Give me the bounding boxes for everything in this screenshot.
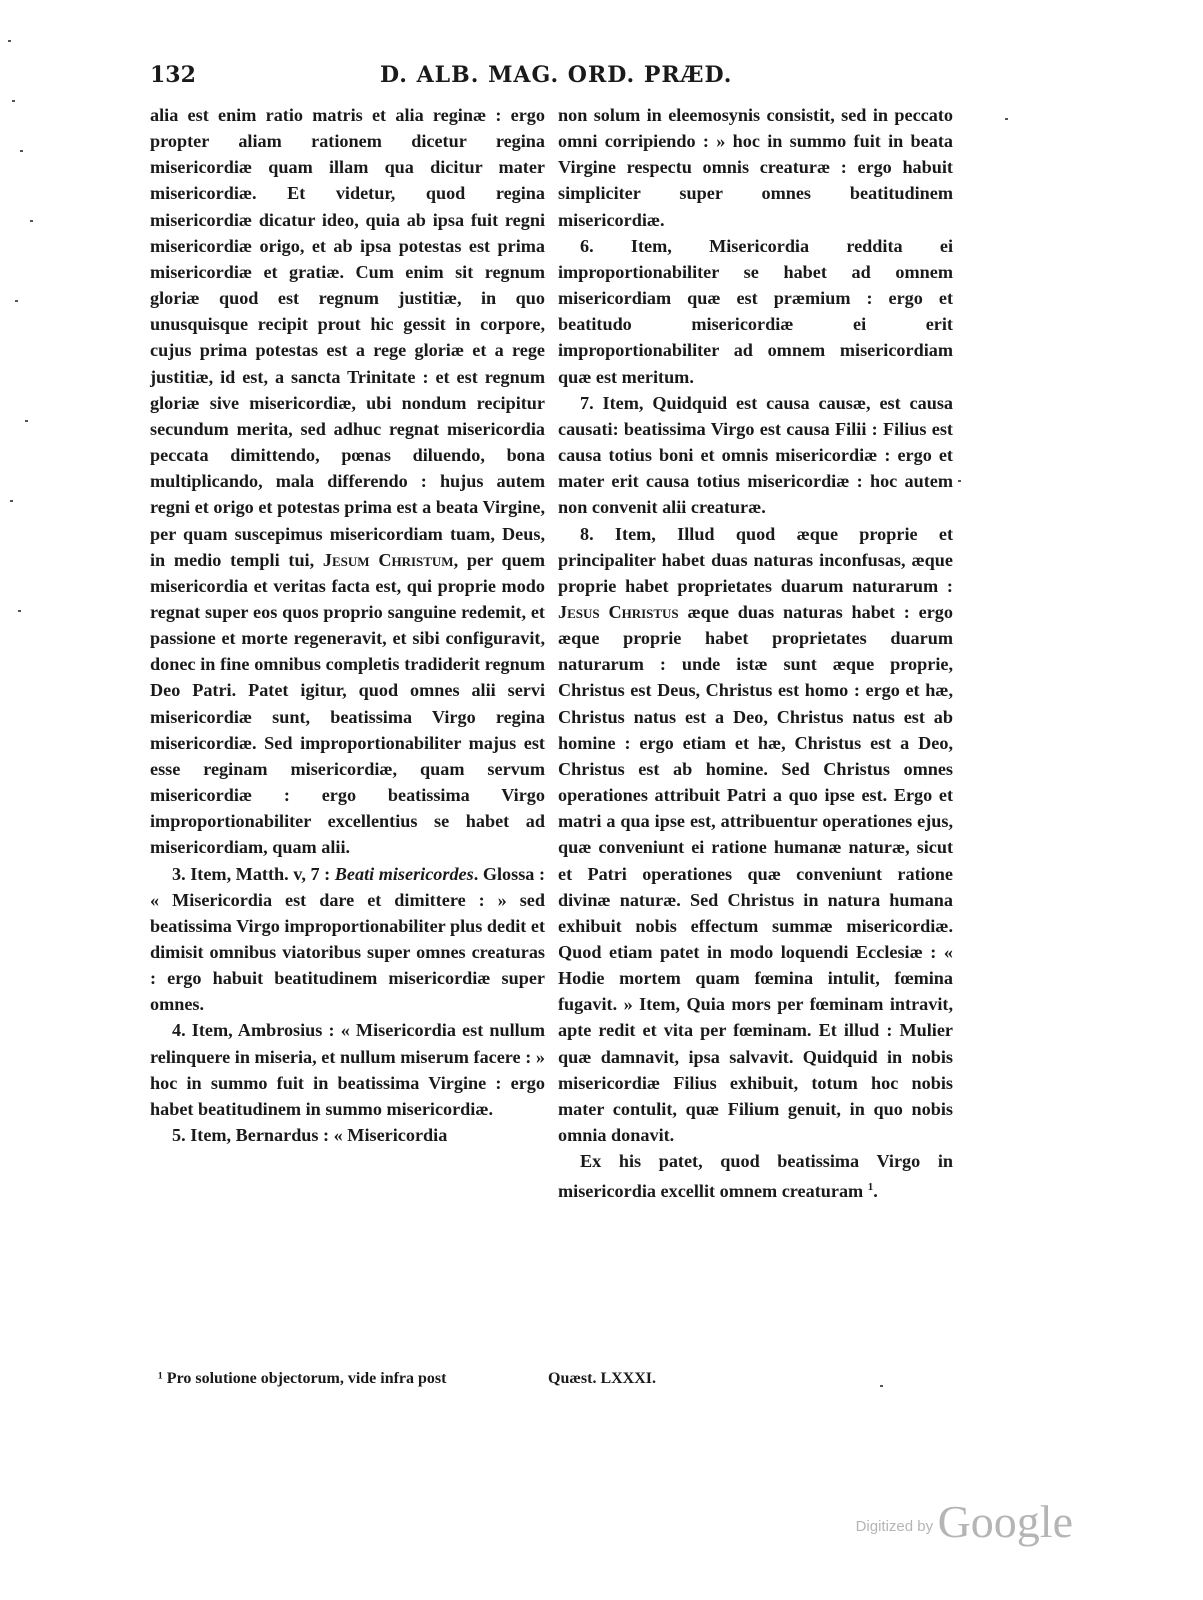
footnote-right: Quæst. LXXXI.: [548, 1370, 657, 1387]
paragraph-3: 3. Item, Matth. v, 7 : Beati misericordes. Glossa : « Misericordia est dare et dimittere : » sed beatissima Virgo improportionabiliter plus dedit et dimisit omnibus viatoribus super omnes creaturas : ergo habuit beatitudinem misericordiæ super omnes.: [150, 863, 545, 1015]
scan-speck: [25, 420, 28, 422]
left-column: [150, 102, 545, 1148]
scan-speck: [18, 610, 21, 612]
italic-quote: Beati misericordes: [334, 863, 474, 884]
footnote: [158, 1370, 938, 1388]
paragraph-8: 8. Item, Illud quod æque proprie et principaliter habet duas naturas inconfusas, æque proprie habet proprietates duarum naturarum : Jesus Christus æque duas naturas habet : ergo æque proprie habet proprietates duarum naturarum : unde istæ sunt æque proprie, Christus est Deus, Christus est homo : ergo et hæ, Christus natus est a Deo, Christus natus est ab homine : ergo etiam et hæ, Christus est a Deo, Christus est ab homine. Sed Christus omnes operationes attribuit Patri a quo ipse est. Ergo et matri a qua ipse est, attribuentur operationes ejus, quæ conveniunt ei ratione humanæ naturæ, sicut et Patri operationes quæ conveniunt ratione divinæ naturæ. Sed Christus in natura humana exhibuit nobis effectum summæ misericordiæ. Quod etiam patet in modo loquendi Ecclesiæ : « Hodie mortem quam fœmina intulit, fœmina fugavit. » Item, Quia mors per fœminam intravit, apte redit et vita per fœminam. Et illud : Mulier quæ damnavit, ipsa salvavit. Quidquid in nobis misericordiæ Filius exhibuit, totum hoc nobis mater contulit, quæ Filium genuit, in quo nobis omnia donavit.: [558, 523, 953, 1146]
paragraph-continued: alia est enim ratio matris et alia reginæ : ergo propter aliam rationem dicetur regina misericordiæ quam illam qua dicitur mater misericordiæ. Et videtur, quod regina misericordiæ dicatur ideo, quia ab ipsa fuit regni misericordiæ origo, et ab ipsa potestas est prima misericordiæ et gratiæ. Cum enim sit regnum gloriæ quod est regnum justitiæ, in quo unusquisque recipit prout hic gessit in corpore, cujus prima potestas est a rege gloriæ et a rege justitiæ, id est, a sancta Trinitate : et est regnum gloriæ sive misericordiæ, ubi nondum recipitur secundum merita, sed adhuc regnat misericordia peccata dimittendo, pœnas diluendo, bona multiplicando, mala differendo : hujus autem regni et origo et potestas prima est a beata Virgine, per quam suscepimus misericordiam tuam, Deus, in medio templi tui, Jesum Christum, per quem misericordia et veritas facta est, qui proprie modo regnat super eos quos proprio sanguine redemit, et passione et morte regeneravit, et sibi configuravit, donec in fine omnibus completis tradiderit regnum Deo Patri. Patet igitur, quod omnes alii servi misericordiæ sunt, beatissima Virgo regina misericordiæ. Sed improportionabiliter majus est esse reginam misericordiæ, quam servum misericordiæ : ergo beatissima Virgo improportionabiliter excellentius se habet ad misericordiam, quam alii.: [150, 105, 546, 858]
scan-speck: [12, 100, 15, 102]
footnote-left: ¹ Pro solutione objectorum, vide infra post: [158, 1370, 447, 1387]
conclusion-paragraph: Ex his patet, quod beatissima Virgo in misericordia excellit omnem creaturam $^1$.: [558, 1151, 953, 1202]
right-column: [558, 102, 953, 1205]
google-logo: Google: [937, 1496, 1073, 1547]
small-caps-name: Jesum Christum: [322, 549, 454, 570]
paragraph-5-continued: non solum in eleemosynis consistit, sed in peccato omni corripiendo : » hoc in summo fuit in beata Virgine respectu omnis creaturæ : ergo habuit simpliciter super omnes beatitudinem misericordiæ.: [558, 105, 953, 230]
running-head: D. ALB. MAG. ORD. PRÆD.: [380, 62, 733, 88]
page-header: [150, 56, 940, 96]
paragraph-4: 4. Item, Ambrosius : « Misericordia est nullum relinquere in miseria, et nullum miserum facere : » hoc in summo fuit in beatissima Virgine : ergo habet beatitudinem in summo misericordiæ.: [150, 1020, 545, 1119]
paragraph-7: 7. Item, Quidquid est causa causæ, est causa causati: beatissima Virgo est causa Filii : Filius est causa totius boni et omnis misericordiæ : ergo et mater erit causa totius misericordiæ : hoc autem non convenit alii creaturæ.: [558, 392, 953, 518]
scan-speck: [20, 150, 23, 152]
page-number: 132: [150, 62, 196, 88]
watermark-small: Digitized by: [855, 1518, 934, 1535]
small-caps-name: Jesus Christus: [558, 601, 679, 622]
footnote-marker: 1: [867, 1181, 874, 1194]
scan-speck: [958, 480, 961, 482]
digitized-watermark: [856, 1495, 1073, 1548]
scan-speck: [880, 1385, 883, 1387]
scan-speck: [1005, 118, 1008, 120]
paragraph-5: 5. Item, Bernardus : « Misericordia: [172, 1125, 448, 1146]
scan-speck: [30, 220, 33, 222]
paragraph-6: 6. Item, Misericordia reddita ei improportionabiliter se habet ad omnem misericordiam quæ est præmium : ergo et beatitudo misericordiæ ei erit improportionabiliter ad omnem misericordiam quæ est meritum.: [558, 235, 953, 387]
scan-speck: [15, 300, 18, 302]
scan-speck: [10, 500, 13, 502]
scan-speck: [8, 40, 11, 42]
